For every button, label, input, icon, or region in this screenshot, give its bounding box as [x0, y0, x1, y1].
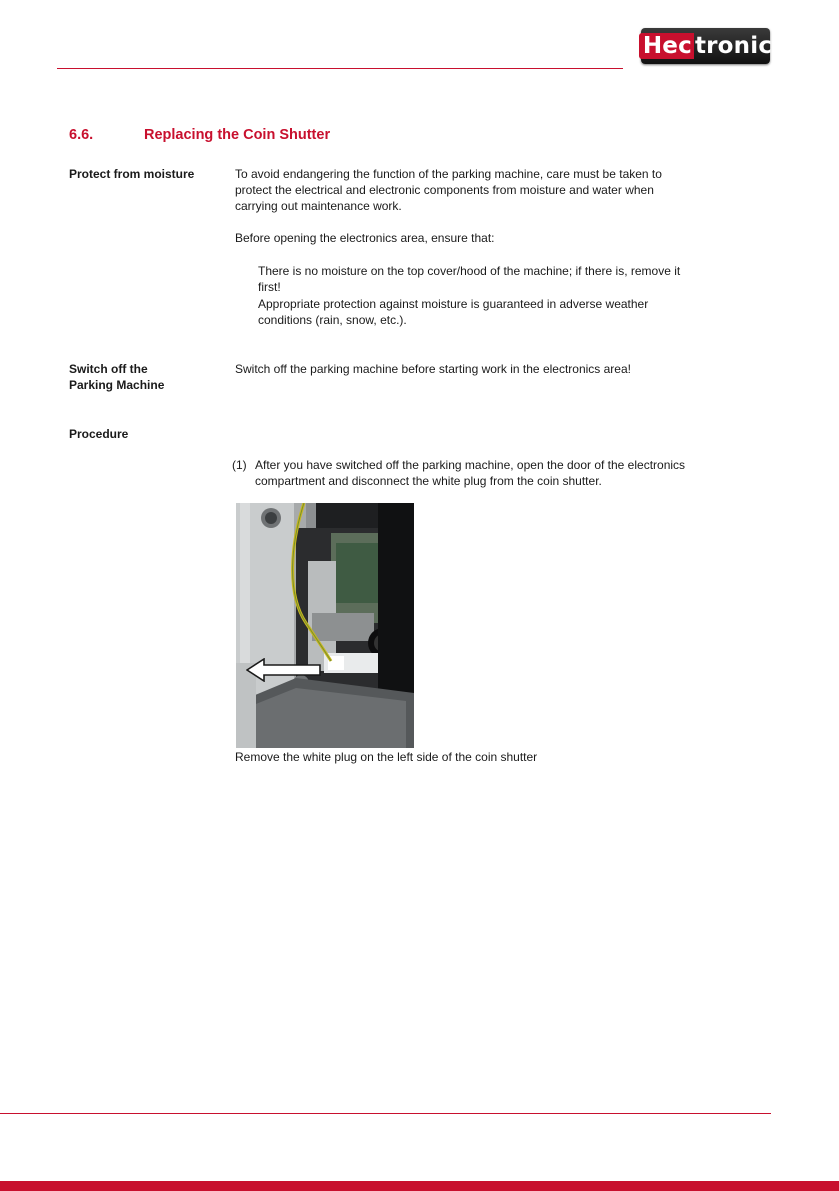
section-title: Replacing the Coin Shutter [144, 127, 331, 143]
figure-caption: Remove the white plug on the left side of the coin shutter [235, 750, 538, 764]
moisture-bullet: Appropriate protection against moisture is guaranteed in adverse weather conditions (rain, snow, etc.). [258, 297, 649, 327]
step-number: (1) [232, 458, 247, 472]
moisture-paragraph: To avoid endangering the function of the parking machine, care must be taken to protect the electrical and electronic components from moisture and water when carrying out maintenance work. [235, 167, 662, 213]
moisture-intro: Before opening the electronics area, ensure that: [235, 231, 495, 245]
logo-text-tronic: tronic [694, 33, 773, 59]
section-heading [69, 127, 330, 143]
coin-shutter-photo [236, 503, 414, 748]
moisture-bullet: There is no moisture on the top cover/hood of the machine; if there is, remove it first! [258, 264, 681, 294]
logo-text-hec: Hec [639, 33, 694, 59]
hectronic-logo [641, 28, 773, 64]
arrow-left-icon [246, 658, 322, 682]
switch-off-text: Switch off the parking machine before starting work in the electronics area! [235, 362, 631, 376]
switch-off-label [69, 361, 164, 393]
step-text: After you have switched off the parking machine, open the door of the electronics compartment and disconnect the white plug from the coin shutter. [255, 458, 686, 488]
footer-band [0, 1181, 839, 1191]
footer-rule [0, 1113, 771, 1114]
header-rule [57, 68, 623, 69]
procedure-step [232, 457, 712, 489]
procedure-label: Procedure [69, 427, 129, 441]
section-number: 6.6. [69, 127, 94, 143]
switch-off-label-line2: Parking Machine [69, 378, 165, 392]
moisture-label: Protect from moisture [69, 167, 195, 181]
switch-off-label-line1: Switch off the [69, 362, 148, 376]
